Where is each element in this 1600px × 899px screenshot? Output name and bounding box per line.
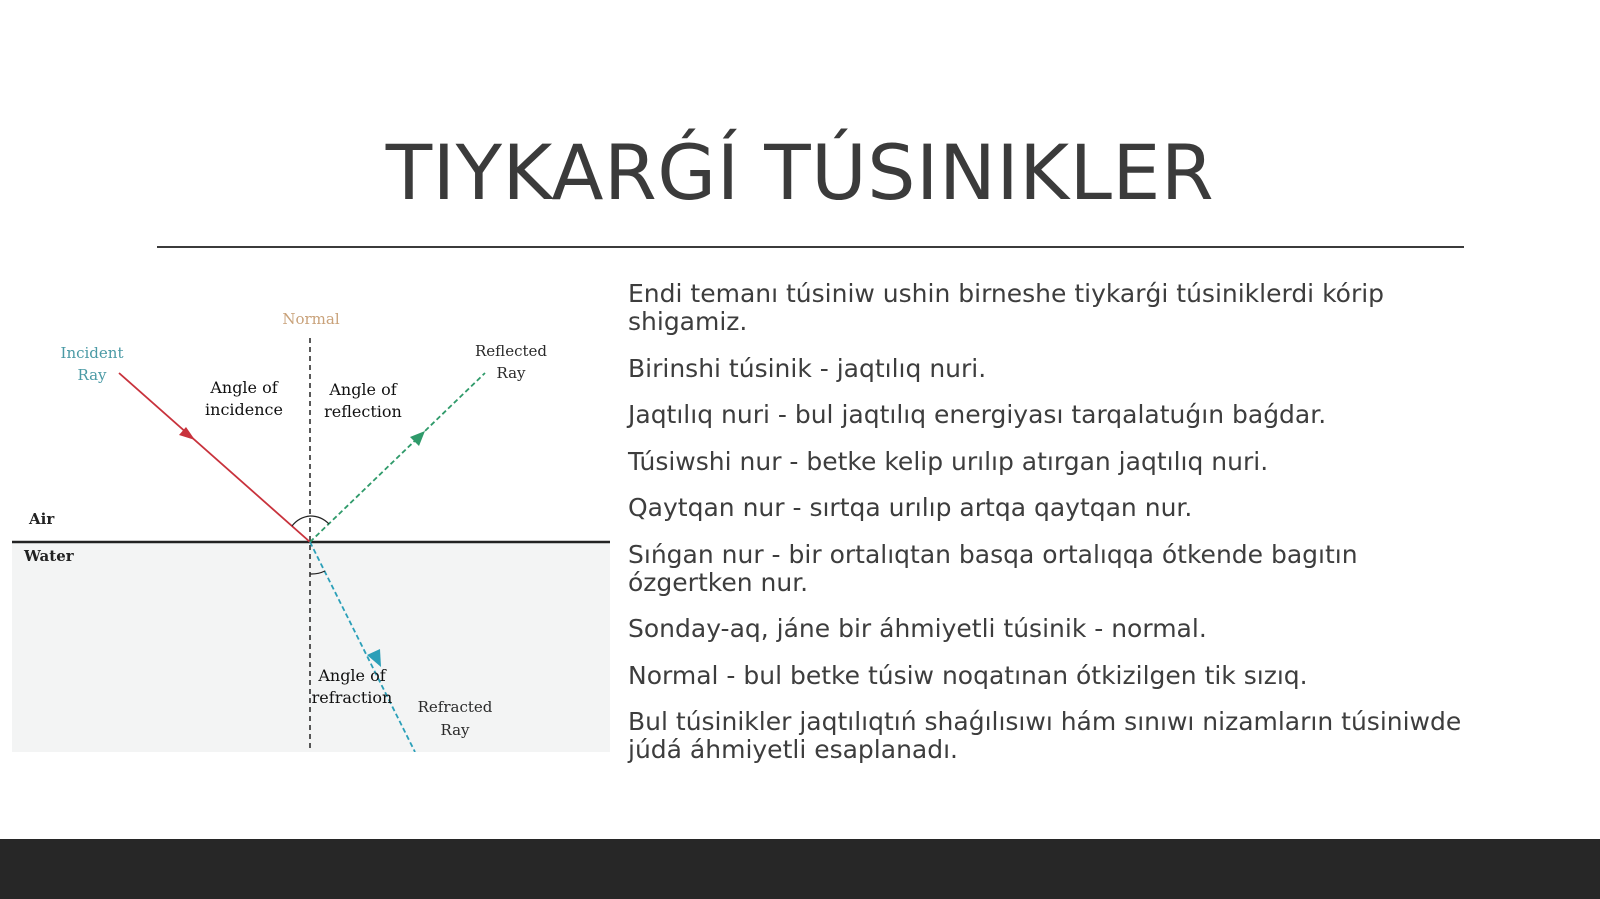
refracted-ray-label: Refracted bbox=[417, 698, 493, 716]
title-divider bbox=[157, 246, 1464, 248]
angle-of-reflection-label: reflection bbox=[324, 402, 402, 421]
angle-of-incidence-label: Angle of bbox=[210, 378, 278, 397]
content-paragraph: Normal - bul betke túsiw noqatınan ótkizilgen tik sızıq. bbox=[628, 660, 1308, 690]
content-paragraph: Sıńgan nur - bir ortalıqtan basqa ortalıqqa ótkende bagıtın ózgertken nur. bbox=[628, 539, 1358, 597]
refraction-diagram bbox=[12, 256, 610, 752]
incident-ray bbox=[119, 373, 310, 542]
normal-label: Normal bbox=[282, 310, 340, 328]
content-paragraph: Birinshi túsinik - jaqtılıq nuri. bbox=[628, 353, 987, 383]
reflected-ray-label: Ray bbox=[496, 364, 526, 382]
content-paragraph: Sonday-aq, jáne bir áhmiyetli túsinik - normal. bbox=[628, 614, 1207, 643]
bullet-content bbox=[628, 280, 1478, 783]
angle-of-reflection-arc bbox=[310, 516, 329, 524]
slide-title: TIYKARǴÍ TÚSINIKLER bbox=[385, 128, 1215, 217]
content-paragraph: Túsiwshi nur - betke kelip urılıp atırgan jaqtılıq nuri. bbox=[628, 446, 1269, 476]
refracted-ray-label: Ray bbox=[440, 721, 470, 739]
angle-of-refraction-label: refraction bbox=[311, 688, 393, 707]
reflected-arrow bbox=[410, 431, 425, 446]
content-paragraph: Jaqtılıq nuri - bul jaqtılıq energiyası tarqalatuǵın baǵdar. bbox=[628, 400, 1327, 429]
incident-ray-label: Incident bbox=[60, 344, 124, 362]
footer-bar bbox=[0, 839, 1600, 899]
content-paragraph: Bul túsinikler jaqtılıqtıń shaǵılısıwı hám sınıwı nizamların túsiniwde júdá áhmiyetli esaplanadı. bbox=[628, 707, 1462, 764]
content-paragraph: Qaytqan nur - sırtqa urılıp artqa qaytqan nur. bbox=[628, 493, 1193, 522]
incident-ray-label: Ray bbox=[77, 366, 107, 384]
angle-of-reflection-label: Angle of bbox=[329, 380, 397, 399]
reflected-ray-label: Reflected bbox=[475, 342, 547, 360]
angle-of-incidence-arc bbox=[292, 516, 310, 526]
air-label: Air bbox=[29, 510, 55, 528]
content-paragraph: Endi temanı túsiniw ushin birneshe tiykarǵi túsiniklerdi kórip shigamiz. bbox=[628, 279, 1385, 336]
angle-of-incidence-label: incidence bbox=[205, 400, 283, 419]
angle-of-refraction-label: Angle of bbox=[318, 666, 386, 685]
water-label: Water bbox=[24, 547, 74, 565]
